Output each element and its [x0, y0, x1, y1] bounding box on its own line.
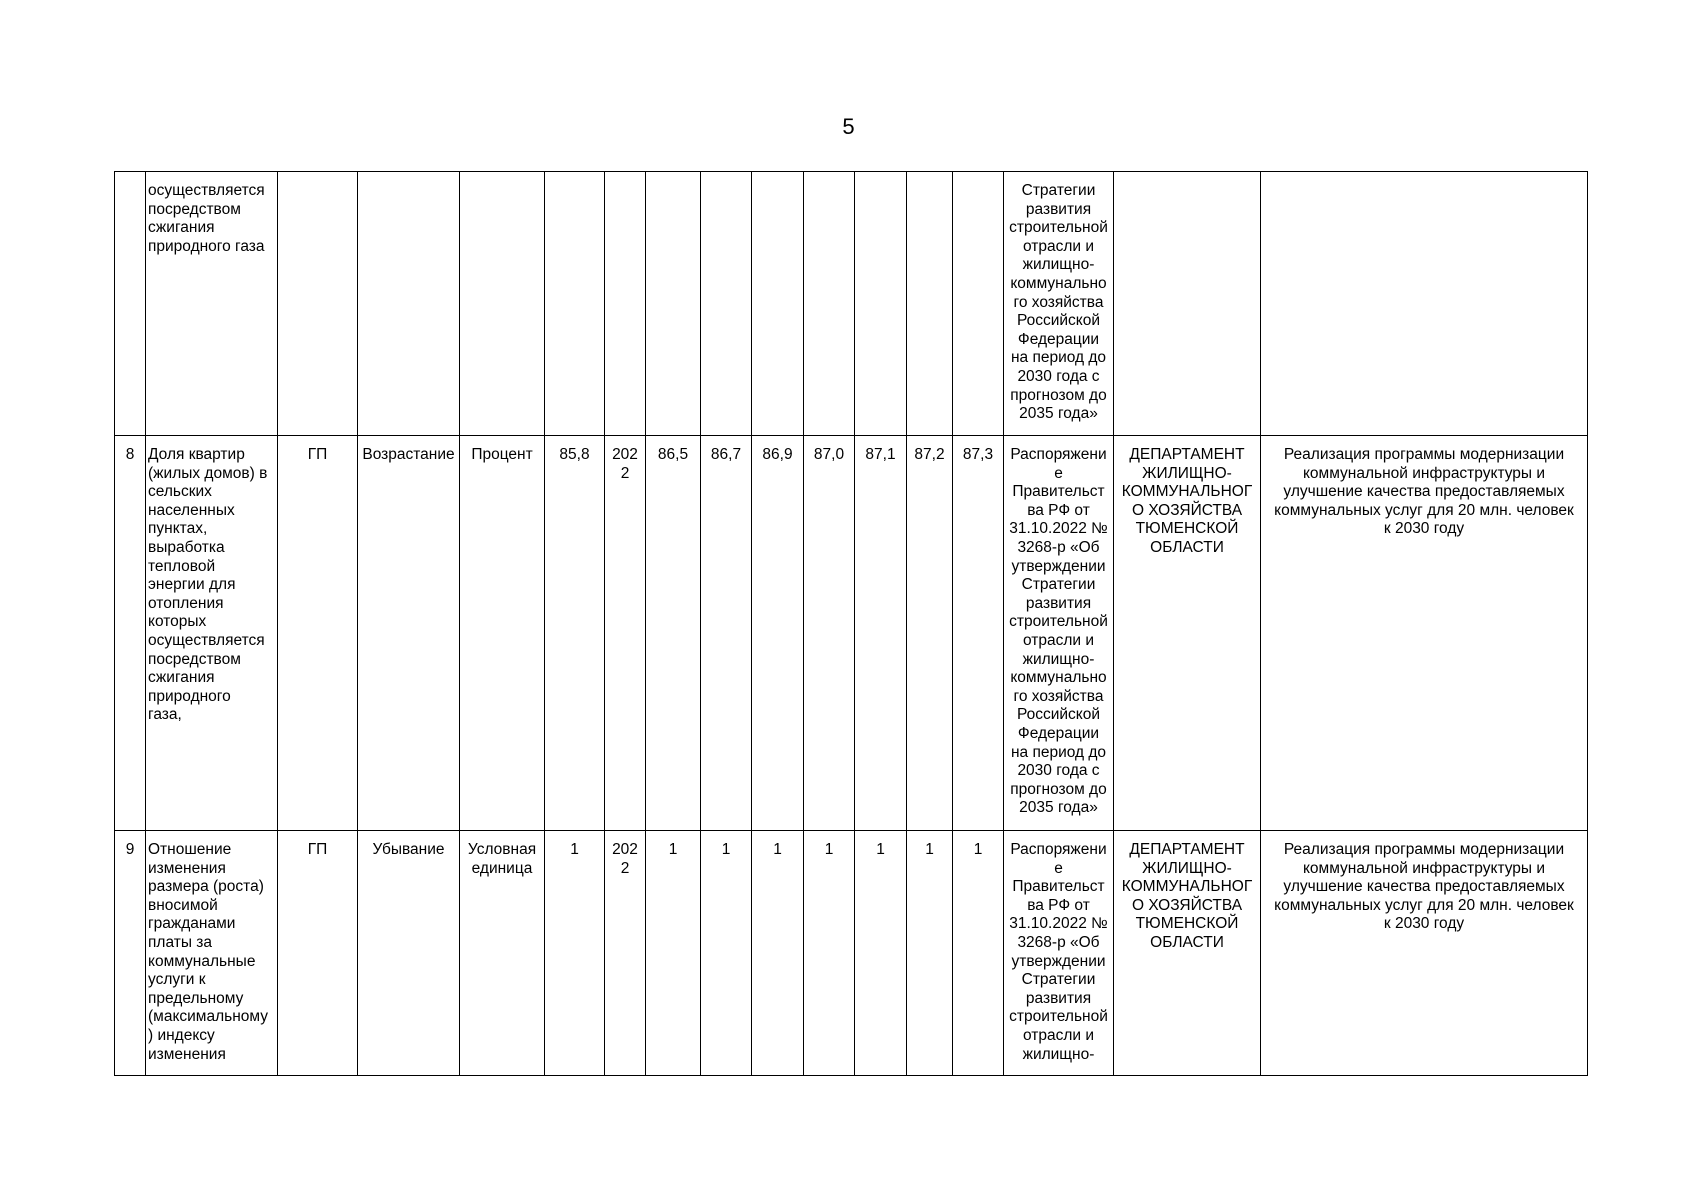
responsible-cell: ДЕПАРТАМЕНТ ЖИЛИЩНО- КОММУНАЛЬНОГ О ХОЗЯЙСТВА ТЮМЕНСКОЙ ОБЛАСТИ: [1114, 831, 1261, 1076]
table-row: [115, 436, 1588, 831]
trend-cell: [358, 172, 460, 436]
value-cell: 1: [855, 831, 907, 1076]
table-row: [115, 831, 1588, 1076]
base-year-cell: 202 2: [605, 436, 646, 831]
value-cell: 1: [953, 831, 1004, 1076]
responsible-cell: [1114, 172, 1261, 436]
level-cell: ГП: [278, 831, 358, 1076]
value-cell: 1: [701, 831, 752, 1076]
value-cell: 87,2: [907, 436, 953, 831]
document-cell: Стратегии развития строительной отрасли и жилищно- коммунально го хозяйства Российской Федерации на период до 2030 года с прогнозом до 2035 года»: [1004, 172, 1114, 436]
unit-cell: Процент: [460, 436, 545, 831]
value-cell: [646, 172, 701, 436]
base-value-cell: 85,8: [545, 436, 605, 831]
link-cell: Реализация программы модернизации коммунальной инфраструктуры и улучшение качества предоставляемых коммунальных услуг для 20 млн. человек к 2030 году: [1261, 436, 1588, 831]
value-cell: 87,1: [855, 436, 907, 831]
link-cell: Реализация программы модернизации коммунальной инфраструктуры и улучшение качества предоставляемых коммунальных услуг для 20 млн. человек к 2030 году: [1261, 831, 1588, 1076]
value-cell: 1: [804, 831, 855, 1076]
value-cell: 86,7: [701, 436, 752, 831]
page-number: 5: [842, 114, 855, 139]
level-cell: [278, 172, 358, 436]
value-cell: 87,3: [953, 436, 1004, 831]
value-cell: 86,9: [752, 436, 804, 831]
value-cell: 86,5: [646, 436, 701, 831]
row-number-cell: 9: [115, 831, 146, 1076]
indicator-name-cell: осуществляется посредством сжигания природного газа: [146, 172, 278, 436]
base-value-cell: [545, 172, 605, 436]
value-cell: [701, 172, 752, 436]
row-number-cell: [115, 172, 146, 436]
value-cell: [855, 172, 907, 436]
indicator-name-cell: Доля квартир (жилых домов) в сельских населенных пунктах, выработка тепловой энергии для отопления которых осуществляется посредством сжигания природного газа,: [146, 436, 278, 831]
unit-cell: [460, 172, 545, 436]
base-value-cell: 1: [545, 831, 605, 1076]
value-cell: 1: [907, 831, 953, 1076]
document-cell: Распоряжени е Правительст ва РФ от 31.10.2022 № 3268-р «Об утверждении Стратегии развития строительной отрасли и жилищно-: [1004, 831, 1114, 1076]
link-cell: [1261, 172, 1588, 436]
value-cell: 1: [752, 831, 804, 1076]
trend-cell: Возрастание: [358, 436, 460, 831]
value-cell: [953, 172, 1004, 436]
table-row: [115, 172, 1588, 436]
value-cell: 1: [646, 831, 701, 1076]
value-cell: [752, 172, 804, 436]
level-cell: ГП: [278, 436, 358, 831]
row-number-cell: 8: [115, 436, 146, 831]
value-cell: [907, 172, 953, 436]
base-year-cell: [605, 172, 646, 436]
responsible-cell: ДЕПАРТАМЕНТ ЖИЛИЩНО- КОММУНАЛЬНОГ О ХОЗЯЙСТВА ТЮМЕНСКОЙ ОБЛАСТИ: [1114, 436, 1261, 831]
value-cell: [804, 172, 855, 436]
base-year-cell: 202 2: [605, 831, 646, 1076]
document-cell: Распоряжени е Правительст ва РФ от 31.10.2022 № 3268-р «Об утверждении Стратегии развития строительной отрасли и жилищно- коммунально го хозяйства Российской Федерации на период до 2030 года с прогнозом до 2035 года»: [1004, 436, 1114, 831]
indicator-name-cell: Отношение изменения размера (роста) вносимой гражданами платы за коммунальные услуги к предельному (максимальному ) индексу изменения: [146, 831, 278, 1076]
trend-cell: Убывание: [358, 831, 460, 1076]
value-cell: 87,0: [804, 436, 855, 831]
indicators-table: [114, 171, 1588, 1076]
unit-cell: Условная единица: [460, 831, 545, 1076]
